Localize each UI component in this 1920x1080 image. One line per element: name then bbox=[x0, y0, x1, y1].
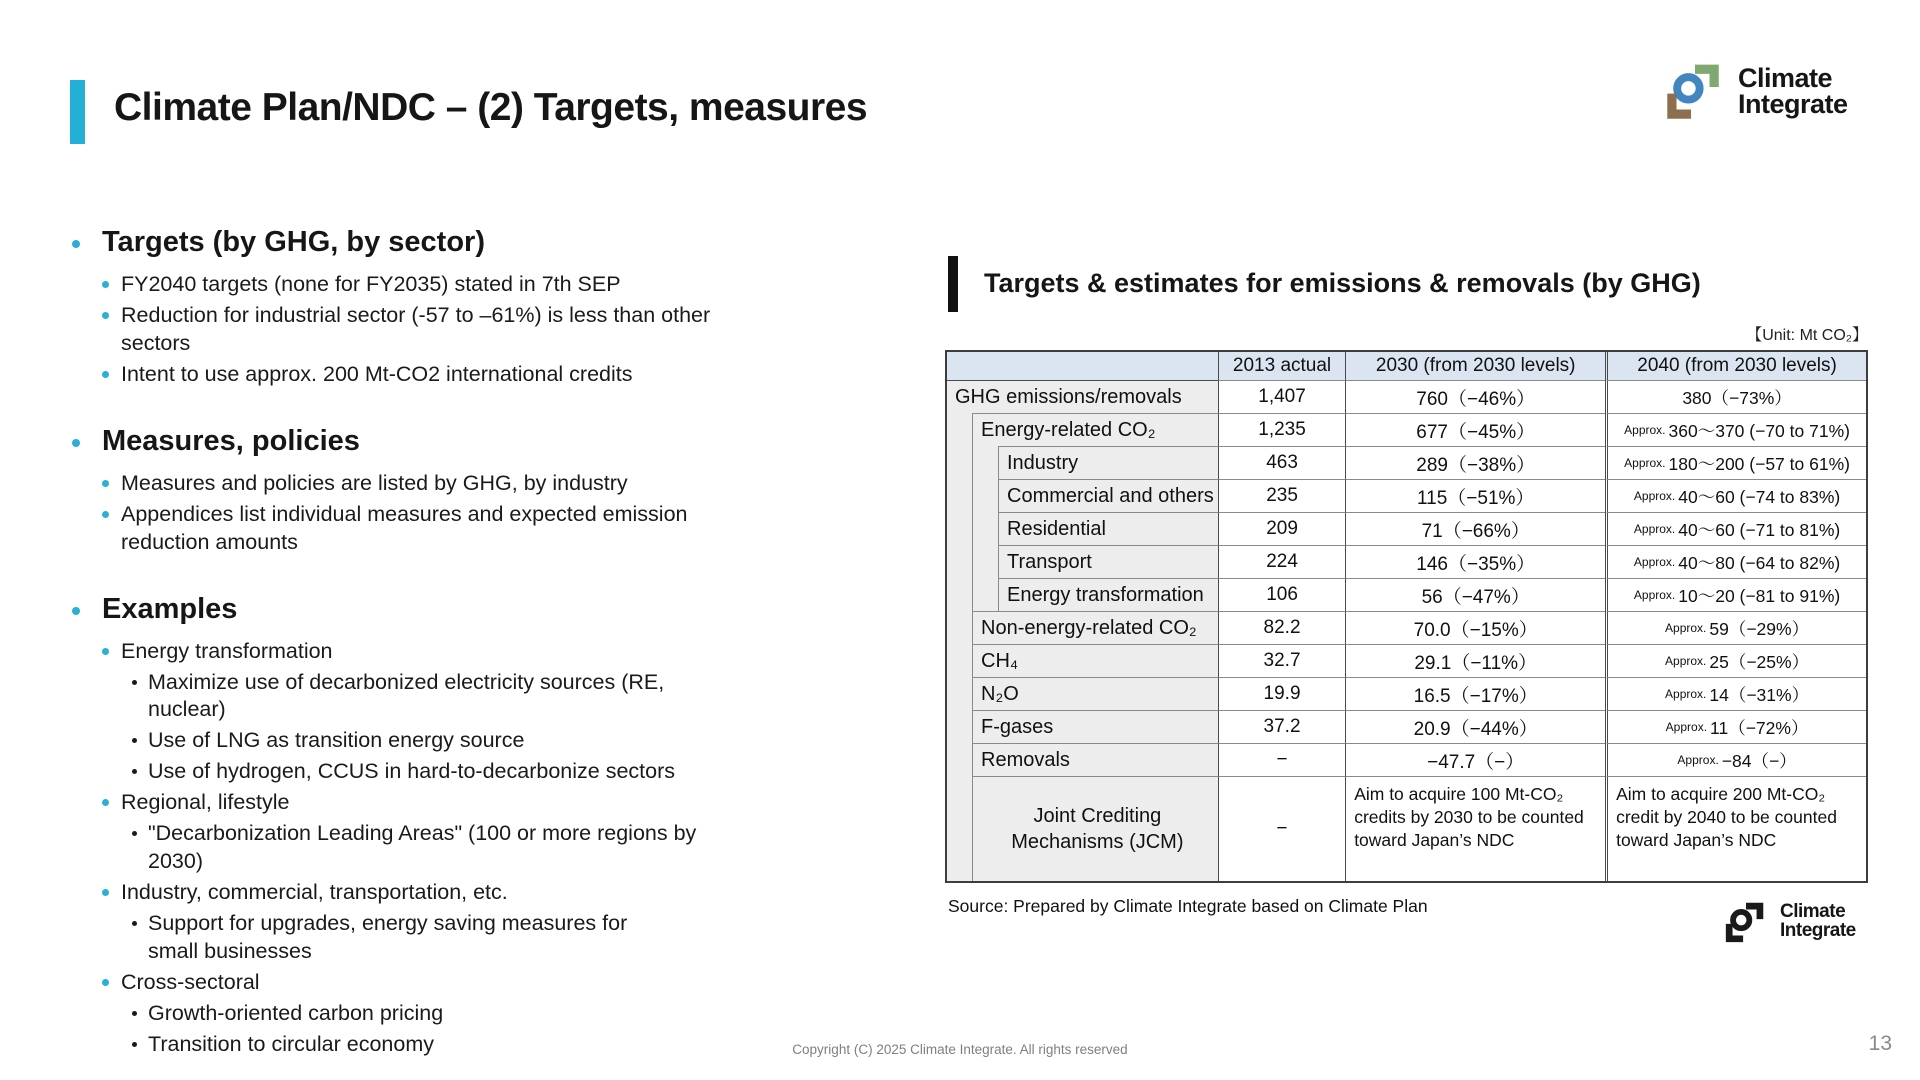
section-examples bbox=[72, 593, 732, 1059]
list-item: Industry, commercial, transportation, etc. bbox=[102, 879, 732, 907]
table-row: GHG emissions/removals 1,407 760（−46%） 380（−73%） bbox=[947, 380, 1866, 413]
section-targets bbox=[72, 226, 732, 389]
list-item: Use of hydrogen, CCUS in hard-to-decarbonize sectors bbox=[128, 758, 732, 786]
logo-wordmark bbox=[1780, 903, 1856, 940]
page-title: Climate Plan/NDC – (2) Targets, measures bbox=[114, 86, 868, 129]
table-row-jcm: Joint Crediting Mechanisms (JCM) − Aim to acquire 100 Mt-CO₂ credits by 2030 to be counted toward Japan’s NDC Aim to acquire 200 Mt-CO₂ credit by 2040 to be counted toward Japan’s NDC bbox=[947, 776, 1866, 881]
logo-line1: Climate bbox=[1738, 62, 1833, 93]
left-column bbox=[72, 226, 732, 1080]
section-heading: Targets (by GHG, by sector) bbox=[72, 226, 732, 259]
page-number: 13 bbox=[1868, 1032, 1892, 1055]
list-item: Reduction for industrial sector (-57 to –61%) is less than other sectors bbox=[102, 302, 732, 358]
section-measures bbox=[72, 425, 732, 557]
title-accent-bar bbox=[70, 80, 85, 144]
logo-wordmark bbox=[1738, 62, 1848, 119]
emissions-table bbox=[945, 350, 1868, 883]
bullet-icon bbox=[132, 831, 137, 836]
list-item: Use of LNG as transition energy source bbox=[128, 727, 732, 755]
bullet-icon bbox=[102, 371, 109, 378]
list-item: Intent to use approx. 200 Mt-CO2 international credits bbox=[102, 361, 732, 389]
table-row: Energy transformation 106 56（−47%） Approx. 10〜20 (−81 to 91%) bbox=[947, 578, 1866, 611]
source-note: Source: Prepared by Climate Integrate based on Climate Plan bbox=[948, 896, 1428, 916]
bullet-icon bbox=[102, 889, 109, 896]
table-row: CH₄ 32.7 29.1（−11%） Approx. 25（−25%） bbox=[947, 644, 1866, 677]
list-item: Growth-oriented carbon pricing bbox=[128, 1000, 732, 1028]
table-row: N₂O 19.9 16.5（−17%） Approx. 14（−31%） bbox=[947, 677, 1866, 710]
bullet-icon bbox=[72, 240, 80, 248]
table-row: Removals − −47.7（−） Approx. −84（−） bbox=[947, 743, 1866, 776]
bullet-icon bbox=[132, 1011, 137, 1016]
climate-integrate-logo-icon bbox=[1722, 898, 1770, 946]
bullet-icon bbox=[132, 680, 137, 685]
section-heading: Examples bbox=[72, 593, 732, 626]
bullet-icon bbox=[102, 511, 109, 518]
list-item: "Decarbonization Leading Areas" (100 or more regions by 2030) bbox=[128, 820, 732, 876]
table-row: Energy-related CO₂ 1,235 677（−45%） Approx. 360〜370 (−70 to 71%) bbox=[947, 413, 1866, 446]
climate-integrate-logo bbox=[1662, 58, 1848, 124]
header-cell-2030: 2030 (from 2030 levels) bbox=[1345, 352, 1605, 380]
list-item: Cross-sectoral bbox=[102, 969, 732, 997]
bullet-icon bbox=[132, 769, 137, 774]
header-cell-2013: 2013 actual bbox=[1218, 352, 1345, 380]
copyright-text: Copyright (C) 2025 Climate Integrate. All rights reserved bbox=[792, 1042, 1128, 1057]
unit-label: 【Unit: Mt CO₂】 bbox=[1746, 327, 1868, 344]
list-item: Appendices list individual measures and expected emission reduction amounts bbox=[102, 501, 732, 557]
climate-integrate-logo-icon bbox=[1662, 58, 1728, 124]
list-item: Transition to circular economy bbox=[128, 1031, 732, 1059]
list-item: Energy transformation bbox=[102, 638, 732, 666]
bullet-icon bbox=[72, 607, 80, 615]
header-cell-blank bbox=[947, 352, 1218, 380]
list-item: FY2040 targets (none for FY2035) stated in 7th SEP bbox=[102, 271, 732, 299]
bullet-icon bbox=[102, 799, 109, 806]
bullet-icon bbox=[102, 281, 109, 288]
list-item: Maximize use of decarbonized electricity sources (RE, nuclear) bbox=[128, 669, 732, 725]
bullet-icon bbox=[102, 312, 109, 319]
logo-line2: Integrate bbox=[1780, 920, 1856, 941]
list-item: Regional, lifestyle bbox=[102, 789, 732, 817]
table-row: Non-energy-related CO₂ 82.2 70.0（−15%） Approx. 59（−29%） bbox=[947, 611, 1866, 644]
panel-accent-bar bbox=[948, 256, 958, 312]
logo-line2: Integrate bbox=[1738, 89, 1848, 119]
header-cell-2040: 2040 (from 2030 levels) bbox=[1605, 352, 1866, 380]
section-heading: Measures, policies bbox=[72, 425, 732, 458]
table-row: Residential 209 71（−66%） Approx. 40〜60 (−71 to 81%) bbox=[947, 512, 1866, 545]
table-row: Industry 463 289（−38%） Approx. 180〜200 (−57 to 61%) bbox=[947, 446, 1866, 479]
bullet-icon bbox=[102, 480, 109, 487]
table-row: F-gases 37.2 20.9（−44%） Approx. 11（−72%） bbox=[947, 710, 1866, 743]
climate-integrate-logo-mono bbox=[1722, 898, 1856, 946]
list-item: Support for upgrades, energy saving measures for small businesses bbox=[128, 910, 732, 966]
panel-title: Targets & estimates for emissions & removals (by GHG) bbox=[984, 268, 1701, 298]
bullet-icon bbox=[102, 979, 109, 986]
bullet-icon bbox=[102, 648, 109, 655]
table-header-row bbox=[947, 352, 1866, 380]
table-row: Transport 224 146（−35%） Approx. 40〜80 (−64 to 82%) bbox=[947, 545, 1866, 578]
bullet-icon bbox=[132, 738, 137, 743]
bullet-icon bbox=[132, 921, 137, 926]
list-item: Measures and policies are listed by GHG, by industry bbox=[102, 470, 732, 498]
bullet-icon bbox=[72, 439, 80, 447]
logo-line1: Climate bbox=[1780, 901, 1846, 923]
table-row: Commercial and others 235 115（−51%） Approx. 40〜60 (−74 to 83%) bbox=[947, 479, 1866, 512]
